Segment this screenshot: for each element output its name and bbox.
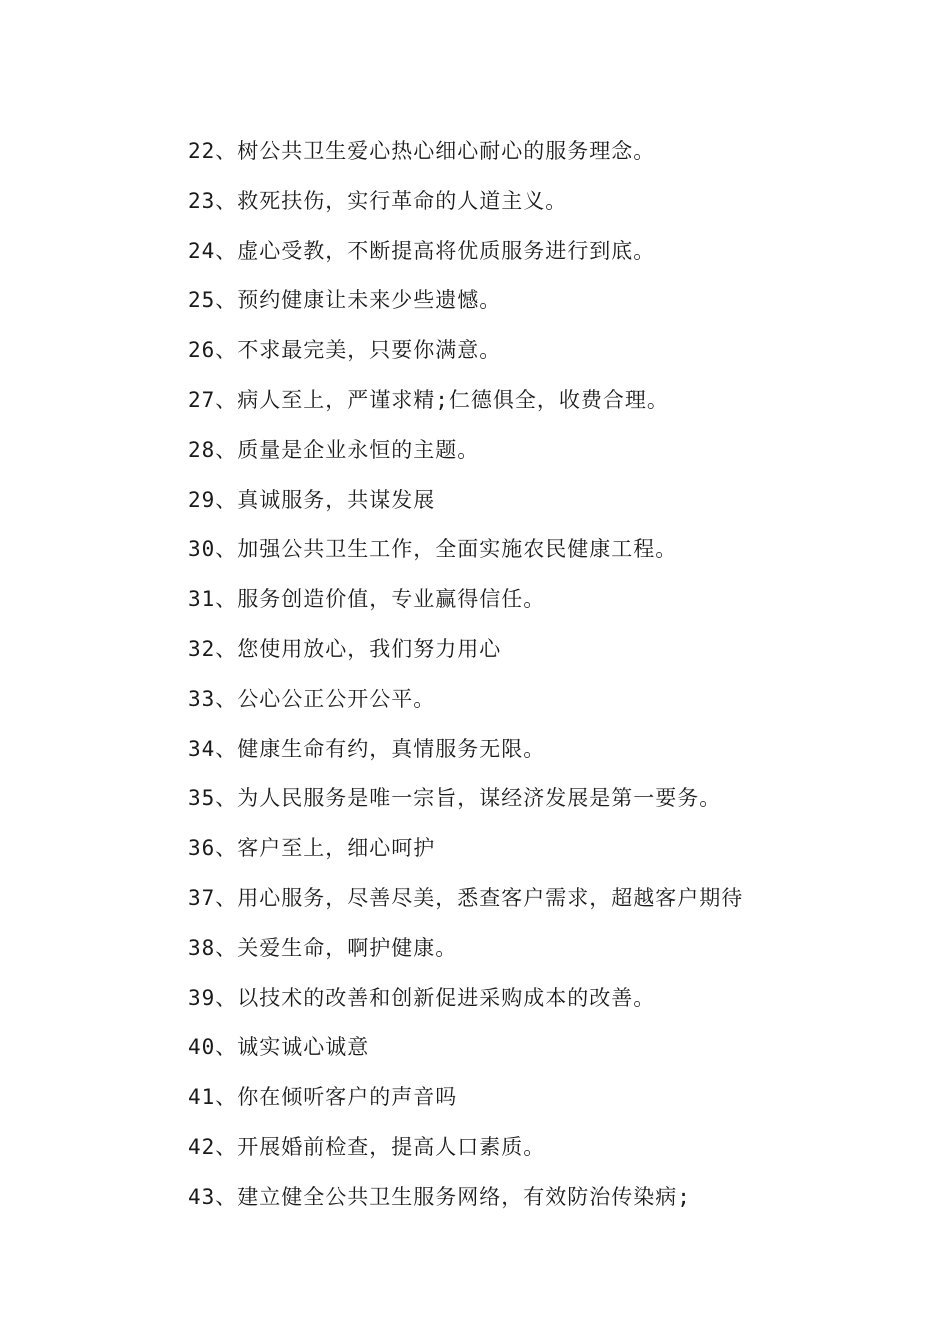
- list-item: 38、关爱生命，啊护健康。: [188, 935, 458, 960]
- list-item: 25、预约健康让未来少些遗憾。: [188, 288, 502, 313]
- list-item: 37、用心服务，尽善尽美，悉查客户需求，超越客户期待: [188, 885, 744, 910]
- list-item: 33、公心公正公开公平。: [188, 686, 436, 711]
- list-item: 40、诚实诚心诚意: [188, 1035, 370, 1060]
- list-item: 43、建立健全公共卫生服务网络，有效防治传染病;: [188, 1184, 691, 1209]
- list-item: 24、虚心受教，不断提高将优质服务进行到底。: [188, 238, 656, 263]
- list-item: 42、开展婚前检查，提高人口素质。: [188, 1134, 546, 1159]
- list-item: 22、树公共卫生爱心热心细心耐心的服务理念。: [188, 139, 656, 163]
- list-item: 39、以技术的改善和创新促进采购成本的改善。: [188, 985, 656, 1010]
- slogan-list: [188, 135, 888, 1231]
- list-item: 30、加强公共卫生工作，全面实施农民健康工程。: [188, 537, 678, 562]
- list-item: 29、真诚服务，共谋发展: [188, 487, 436, 512]
- list-item: 34、健康生命有约，真情服务无限。: [188, 736, 546, 761]
- list-item: 35、为人民服务是唯一宗旨，谋经济发展是第一要务。: [188, 786, 722, 811]
- list-item: 36、客户至上，细心呵护: [188, 836, 436, 861]
- list-item: 32、您使用放心，我们努力用心: [188, 636, 502, 661]
- list-item: 23、救死扶伤，实行革命的人道主义。: [188, 188, 568, 213]
- list-item: 41、你在倾听客户的声音吗: [188, 1085, 458, 1110]
- list-item: 28、质量是企业永恒的主题。: [188, 437, 480, 462]
- list-item: 26、不求最完美，只要你满意。: [188, 338, 502, 363]
- list-item: 31、服务创造价值，专业赢得信任。: [188, 587, 546, 612]
- list-item: 27、病人至上，严谨求精;仁德俱全，收费合理。: [188, 387, 669, 412]
